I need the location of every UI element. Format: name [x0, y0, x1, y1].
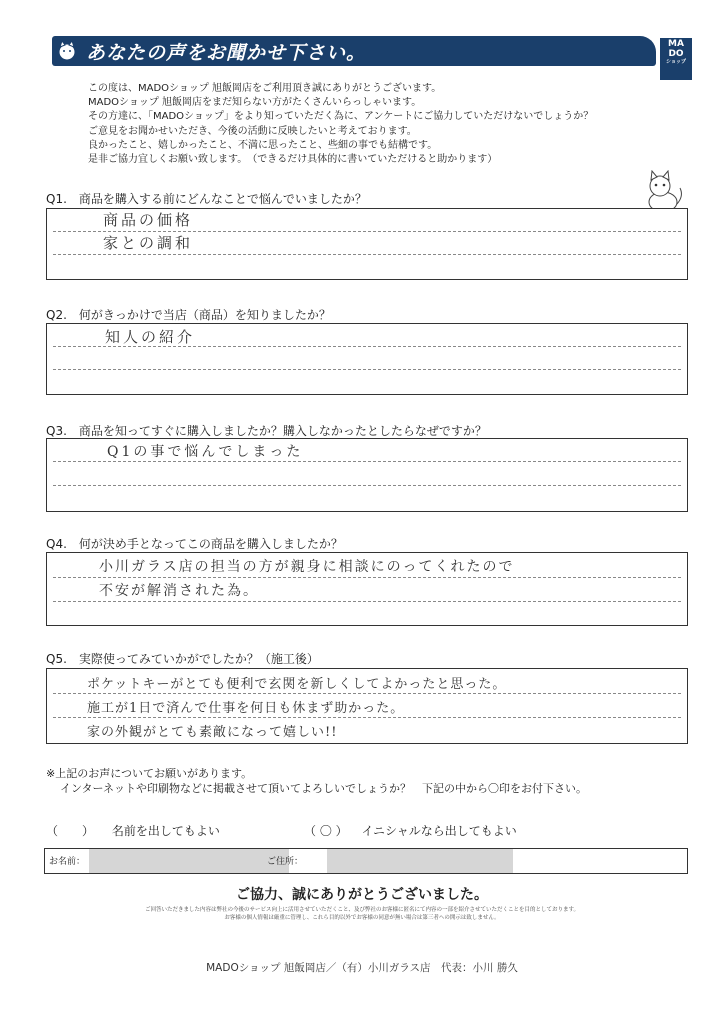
intro-text — [88, 82, 593, 167]
question-5-answer-line: ポケットキーがとても便利で玄関を新しくしてよかったと思った。 — [87, 677, 507, 692]
thanks-message: ご協力、誠にありがとうございました。 — [236, 887, 488, 903]
question-1-label: Q1. 商品を購入する前にどんなことで悩んでいましたか？ — [46, 192, 367, 206]
question-1-answer-line: 家との調和 — [103, 234, 194, 252]
notice-line: ※上記のお声についてお願いがあります。 — [46, 767, 253, 780]
address-label: ご住所： — [267, 857, 304, 867]
question-3-answer-line: Q1の事で悩んでしまった — [107, 444, 304, 460]
question-5-answer-line: 施工が1日で済んで仕事を何日も休まず助かった。 — [87, 701, 405, 716]
question-5-answer-box[interactable] — [46, 668, 688, 744]
name-address-row — [44, 848, 688, 874]
intro-line: 是非ご協力宜しくお願い致します。 （できるだけ具体的に書いていただけると助かります） — [88, 154, 498, 166]
footer-store-info: MADOショップ 旭飯岡店／（有）小川ガラス店 代表：小川 勝久 — [206, 962, 518, 974]
question-4-answer-box[interactable] — [46, 552, 688, 626]
question-3-answer-box[interactable] — [46, 438, 688, 512]
address-field-redacted[interactable] — [327, 849, 513, 873]
question-4-answer-line: 不安が解消された為。 — [99, 583, 259, 599]
intro-line: MADOショップ 旭飯岡店をまだ知らない方がたくさんいらっしゃいます。 — [88, 97, 422, 109]
notice-line: インターネットや印刷物などに掲載させて頂いてよろしいでしょうか？ 下記の中から〇印をお付下さい。 — [60, 782, 588, 795]
privacy-fine-print: ご回答いただきました内容は弊社の今後のサービス向上に活用させていただくこと、及び弊社のお客様に匿名にて内容の一部を紹介させていただくことを目的としております。 お客様の個人情報は厳重に管理し、これら目的以外でお客様の同意が無い場合は第三者への開示は致しません。 — [144, 907, 580, 921]
question-1-answer-line: 商品の価格 — [103, 211, 194, 229]
mado-logo: MA DO ショップ — [660, 38, 692, 80]
question-1-answer-box[interactable] — [46, 208, 688, 280]
publication-notice — [46, 766, 587, 796]
question-5-answer-line: 家の外観がとても素敵になって嬉しい!! — [87, 725, 338, 740]
question-3-label: Q3. 商品を知ってすぐに購入しましたか？購入しなかったとしたらなぜですか？ — [46, 424, 487, 438]
intro-line: 良かったこと、嬉しかったこと、不満に思ったこと、些細の事でも結構です。 — [88, 139, 438, 151]
choice-mark[interactable]: （ 〇 ） — [304, 824, 348, 838]
choice-label: 名前を出してもよい — [111, 824, 220, 838]
choice-mark[interactable]: （ ） — [46, 824, 95, 838]
question-4-label: Q4. 何が決め手となってこの商品を購入しましたか？ — [46, 537, 343, 551]
question-2-label: Q2. 何がきっかけで当店（商品）を知りましたか？ — [46, 308, 331, 322]
question-4-answer-line: 小川ガラス店の担当の方が親身に相談にのってくれたので — [99, 559, 515, 575]
page-title: あなたの声をお聞かせ下さい。 — [86, 42, 367, 64]
name-label: お名前： — [49, 857, 86, 867]
cat-mascot-icon — [56, 40, 78, 62]
question-2-answer-box[interactable] — [46, 323, 688, 395]
choice-name-ok[interactable] — [46, 822, 220, 839]
choice-label: イニシャルなら出してもよい — [361, 824, 517, 838]
choice-initials-ok[interactable] — [304, 822, 517, 839]
intro-line: その方達に、「MADOショップ」をより知っていただく為に、アンケートにご協力していただけないでしょうか？ — [88, 111, 594, 123]
intro-line: ご意見をお聞かせいただき、今後の活動に反映したいと考えております。 — [88, 125, 417, 137]
question-5-label: Q5. 実際使ってみていかがでしたか？（施工後） — [46, 652, 319, 666]
question-2-answer-line: 知人の紹介 — [105, 328, 196, 346]
intro-line: この度は、MADOショップ 旭飯岡店をご利用頂き誠にありがとうございます。 — [88, 83, 442, 94]
name-field-redacted[interactable] — [89, 849, 289, 873]
